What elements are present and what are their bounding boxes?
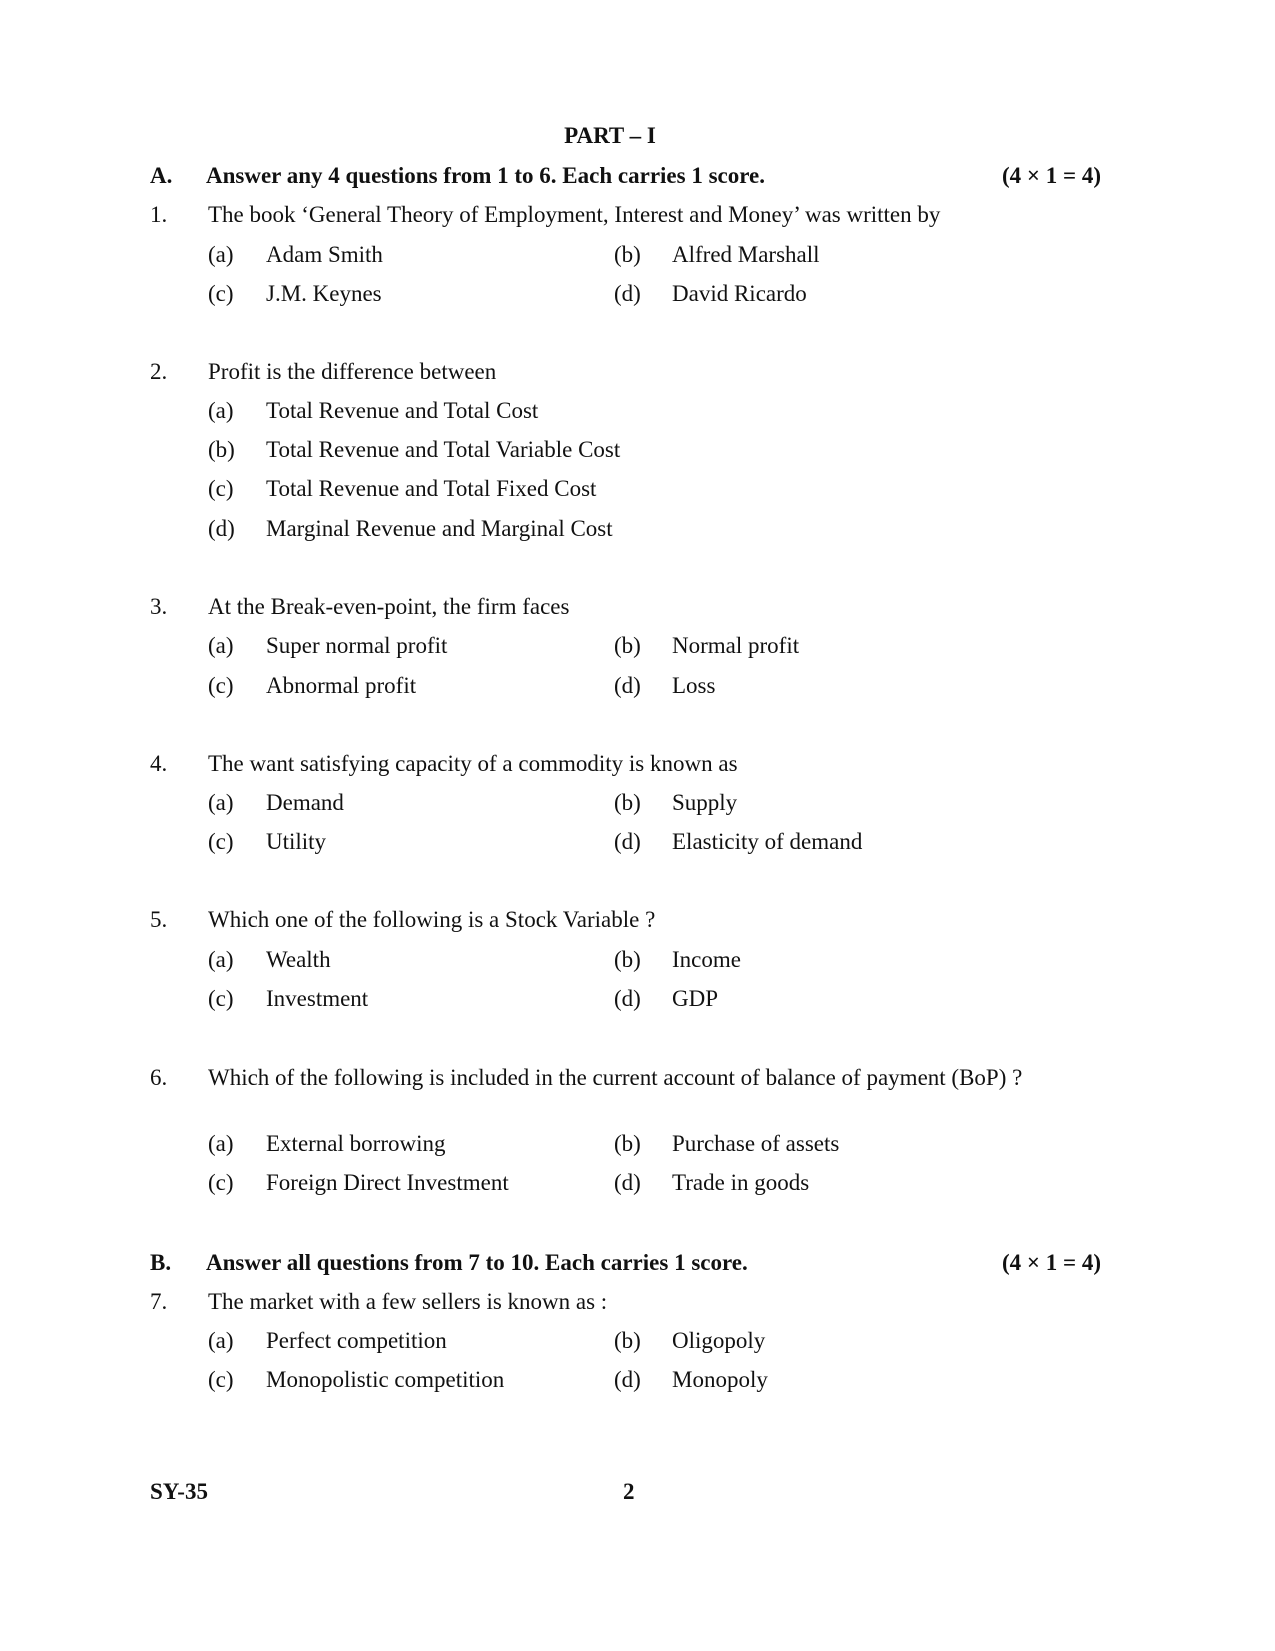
option-key: (c) [208, 829, 234, 854]
option-key: (d) [614, 1170, 641, 1195]
option-key: (c) [208, 1367, 234, 1392]
page-number: 2 [623, 1479, 635, 1504]
option-key: (b) [614, 947, 641, 972]
question-text: The market with a few sellers is known as : [208, 1289, 608, 1314]
option-text: Total Revenue and Total Fixed Cost [266, 476, 597, 501]
option-key: (c) [208, 1170, 234, 1195]
option-key: (a) [208, 633, 234, 658]
option-key: (c) [208, 986, 234, 1011]
section-b-score: (4 × 1 = 4) [1002, 1250, 1102, 1275]
option-key: (a) [208, 398, 234, 423]
option-key: (a) [208, 242, 234, 267]
option-text: Investment [266, 986, 369, 1011]
option-text: Income [672, 947, 741, 972]
option-key: (b) [614, 1328, 641, 1353]
section-b-label: B. [150, 1250, 172, 1275]
part-title: PART – I [564, 123, 656, 148]
option-key: (d) [614, 673, 641, 698]
question-number: 6. [150, 1065, 168, 1090]
question-number: 3. [150, 594, 168, 619]
option-text: J.M. Keynes [266, 281, 382, 306]
option-text: Demand [266, 790, 344, 815]
question-text: The want satisfying capacity of a commodity is known as [208, 751, 738, 776]
question-number: 1. [150, 202, 168, 227]
option-key: (d) [614, 281, 641, 306]
question-text: Which one of the following is a Stock Variable ? [208, 907, 656, 932]
option-key: (c) [208, 281, 234, 306]
option-text: Purchase of assets [672, 1131, 840, 1156]
option-text: Foreign Direct Investment [266, 1170, 509, 1195]
option-text: Trade in goods [672, 1170, 810, 1195]
option-text: Loss [672, 673, 716, 698]
option-key: (b) [614, 242, 641, 267]
question-number: 7. [150, 1289, 168, 1314]
option-text: Alfred Marshall [672, 242, 820, 267]
option-text: GDP [672, 986, 719, 1011]
option-text: Perfect competition [266, 1328, 447, 1353]
option-text: Adam Smith [266, 242, 383, 267]
option-text: Utility [266, 829, 327, 854]
option-key: (c) [208, 476, 234, 501]
option-text: Total Revenue and Total Cost [266, 398, 539, 423]
option-key: (a) [208, 1131, 234, 1156]
question-text: At the Break-even-point, the firm faces [208, 594, 570, 619]
option-key: (b) [208, 437, 235, 462]
option-text: Total Revenue and Total Variable Cost [266, 437, 621, 462]
option-key: (a) [208, 1328, 234, 1353]
section-a-score: (4 × 1 = 4) [1002, 163, 1102, 188]
question-text: Which of the following is included in the current account of balance of payment (BoP) ? [208, 1065, 1023, 1090]
section-a-instruction: Answer any 4 questions from 1 to 6. Each carries 1 score. [206, 163, 765, 188]
option-text: Super normal profit [266, 633, 448, 658]
question-number: 4. [150, 751, 168, 776]
question-number: 2. [150, 359, 168, 384]
option-key: (d) [614, 986, 641, 1011]
option-text: Abnormal profit [266, 673, 417, 698]
question-text: Profit is the difference between [208, 359, 497, 384]
option-text: Marginal Revenue and Marginal Cost [266, 516, 613, 541]
option-text: Oligopoly [672, 1328, 766, 1353]
option-key: (b) [614, 633, 641, 658]
option-key: (d) [614, 829, 641, 854]
paper-code: SY-35 [150, 1479, 208, 1504]
question-text: The book ‘General Theory of Employment, Interest and Money’ was written by [208, 202, 941, 227]
section-b-instruction: Answer all questions from 7 to 10. Each carries 1 score. [206, 1250, 748, 1275]
option-key: (b) [614, 1131, 641, 1156]
option-text: Wealth [266, 947, 331, 972]
section-a-label: A. [150, 163, 173, 188]
option-text: David Ricardo [672, 281, 807, 306]
option-key: (a) [208, 790, 234, 815]
question-number: 5. [150, 907, 168, 932]
option-key: (d) [208, 516, 235, 541]
option-text: External borrowing [266, 1131, 446, 1156]
option-text: Normal profit [672, 633, 800, 658]
option-text: Elasticity of demand [672, 829, 863, 854]
option-key: (b) [614, 790, 641, 815]
option-key: (a) [208, 947, 234, 972]
option-text: Supply [672, 790, 738, 815]
option-text: Monopoly [672, 1367, 768, 1392]
option-text: Monopolistic competition [266, 1367, 505, 1392]
option-key: (c) [208, 673, 234, 698]
option-key: (d) [614, 1367, 641, 1392]
